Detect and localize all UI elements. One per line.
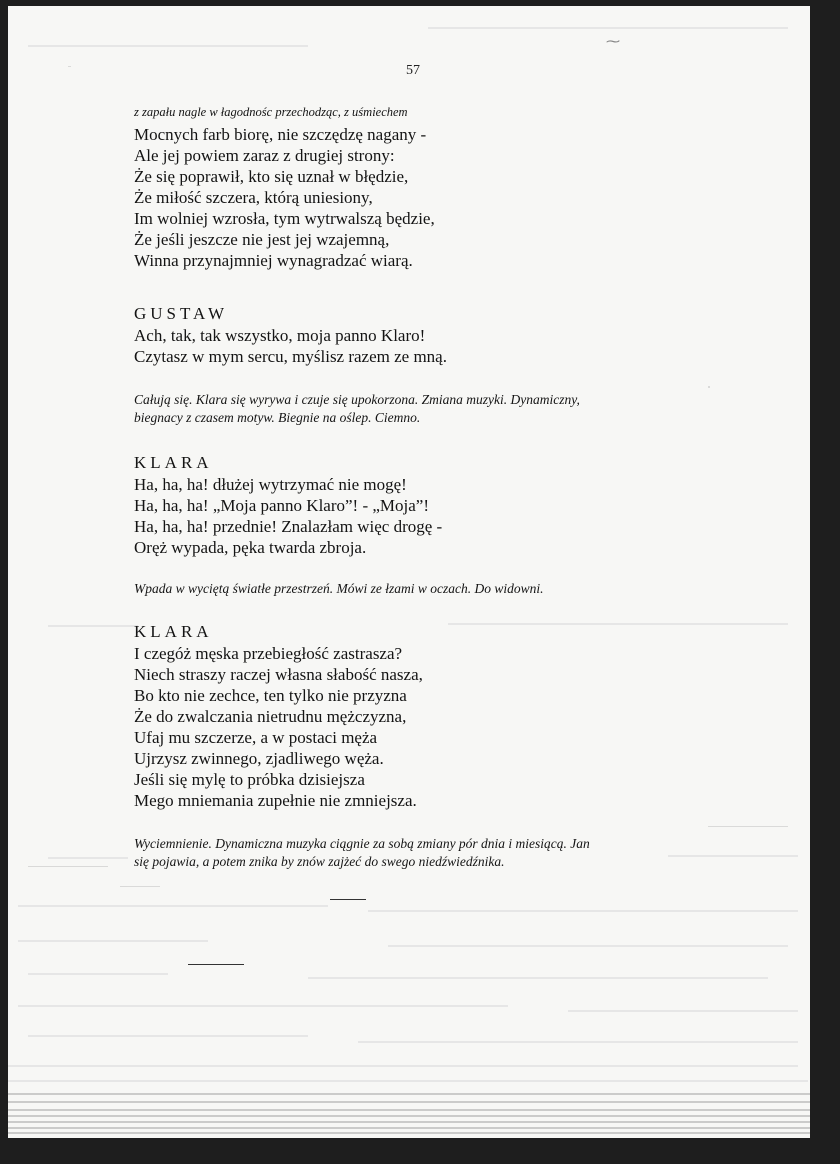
stage-direction-line: Wyciemnienie. Dynamiczna muzyka ciągnie za sobą zmiany pór dnia i miesiącą. Jan xyxy=(134,836,590,851)
verse-line: I czegóż męska przebiegłość zastrasza? xyxy=(134,644,403,663)
verse-line: Im wolniej wzrosła, tym wytrwalszą będzie, xyxy=(134,209,435,228)
verse-line: Niech straszy raczej własna słabość nasza, xyxy=(134,665,423,684)
intro-stage-direction xyxy=(134,104,694,120)
speaker-name: GUSTAW xyxy=(134,304,228,323)
page-number: 57 xyxy=(406,63,420,78)
stage-direction-line: Całują się. Klara się wyrywa i czuje się upokorzona. Zmiana muzyki. Dynamiczny, xyxy=(134,392,580,407)
stage-direction-line: się pojawia, a potem znika by znów zajżeć do swego niedźwiedźnika. xyxy=(134,854,505,869)
verse-line: Ha, ha, ha! dłużej wytrzymać nie mogę! xyxy=(134,475,407,494)
stage-direction-line: biegnacy z czasem motyw. Biegnie na oślep. Ciemno. xyxy=(134,410,421,425)
verse-line: Że do zwalczania nietrudnu mężczyzna, xyxy=(134,707,407,726)
speaker-gustaw xyxy=(134,303,694,324)
verse-line: Jeśli się mylę to próbka dzisiejsza xyxy=(134,770,365,789)
verse-block-3 xyxy=(134,474,694,558)
verse-block-1 xyxy=(134,124,694,271)
verse-line: Oręż wypada, pęka twarda zbroja. xyxy=(134,538,367,557)
speaker-name: KLARA xyxy=(134,622,213,641)
section-divider xyxy=(330,899,366,900)
verse-block-2 xyxy=(134,325,694,367)
stage-direction-line: Wpada w wyciętą światłe przestrzeń. Mówi ze łzami w oczach. Do widowni. xyxy=(134,581,544,596)
speaker-klara-1 xyxy=(134,452,694,473)
verse-line: Ujrzysz zwinnego, zjadliwego węża. xyxy=(134,749,384,768)
stage-direction-line: z zapału nagle w łagodnośc przechodząc, z uśmiechem xyxy=(134,105,408,119)
verse-line: Ha, ha, ha! „Moja panno Klaro”! - „Moja”! xyxy=(134,496,430,515)
verse-line: Ale jej powiem zaraz z drugiej strony: xyxy=(134,146,395,165)
verse-line: Czytasz w mym sercu, myślisz razem ze mną. xyxy=(134,347,447,366)
stage-direction-4 xyxy=(134,835,694,871)
footnote-rule xyxy=(188,964,244,965)
verse-line: Że miłość szczera, którą uniesiony, xyxy=(134,188,373,207)
verse-line: Ha, ha, ha! przednie! Znalazłam więc drogę - xyxy=(134,517,443,536)
stage-direction-3 xyxy=(134,580,694,598)
paper-sheet xyxy=(8,6,810,1138)
speaker-name: KLARA xyxy=(134,453,213,472)
speaker-klara-2 xyxy=(134,621,694,642)
verse-line: Bo kto nie zechce, ten tylko nie przyzna xyxy=(134,686,407,705)
stage-direction-2 xyxy=(134,391,694,427)
verse-line: Ach, tak, tak wszystko, moja panno Klaro! xyxy=(134,326,426,345)
verse-line: Mego mniemania zupełnie nie zmniejsza. xyxy=(134,791,417,810)
verse-line: Winna przynajmniej wynagradzać wiarą. xyxy=(134,251,413,270)
verse-line: Ufaj mu szczerze, a w postaci męża xyxy=(134,728,378,747)
verse-block-4 xyxy=(134,643,694,811)
verse-line: Mocnych farb biorę, nie szczędzę nagany - xyxy=(134,125,427,144)
scan-artifact-mark: ⁓ xyxy=(606,34,620,50)
verse-line: Że jeśli jeszcze nie jest jej wzajemną, xyxy=(134,230,390,249)
verse-line: Że się poprawił, kto się uznał w błędzie, xyxy=(134,167,409,186)
